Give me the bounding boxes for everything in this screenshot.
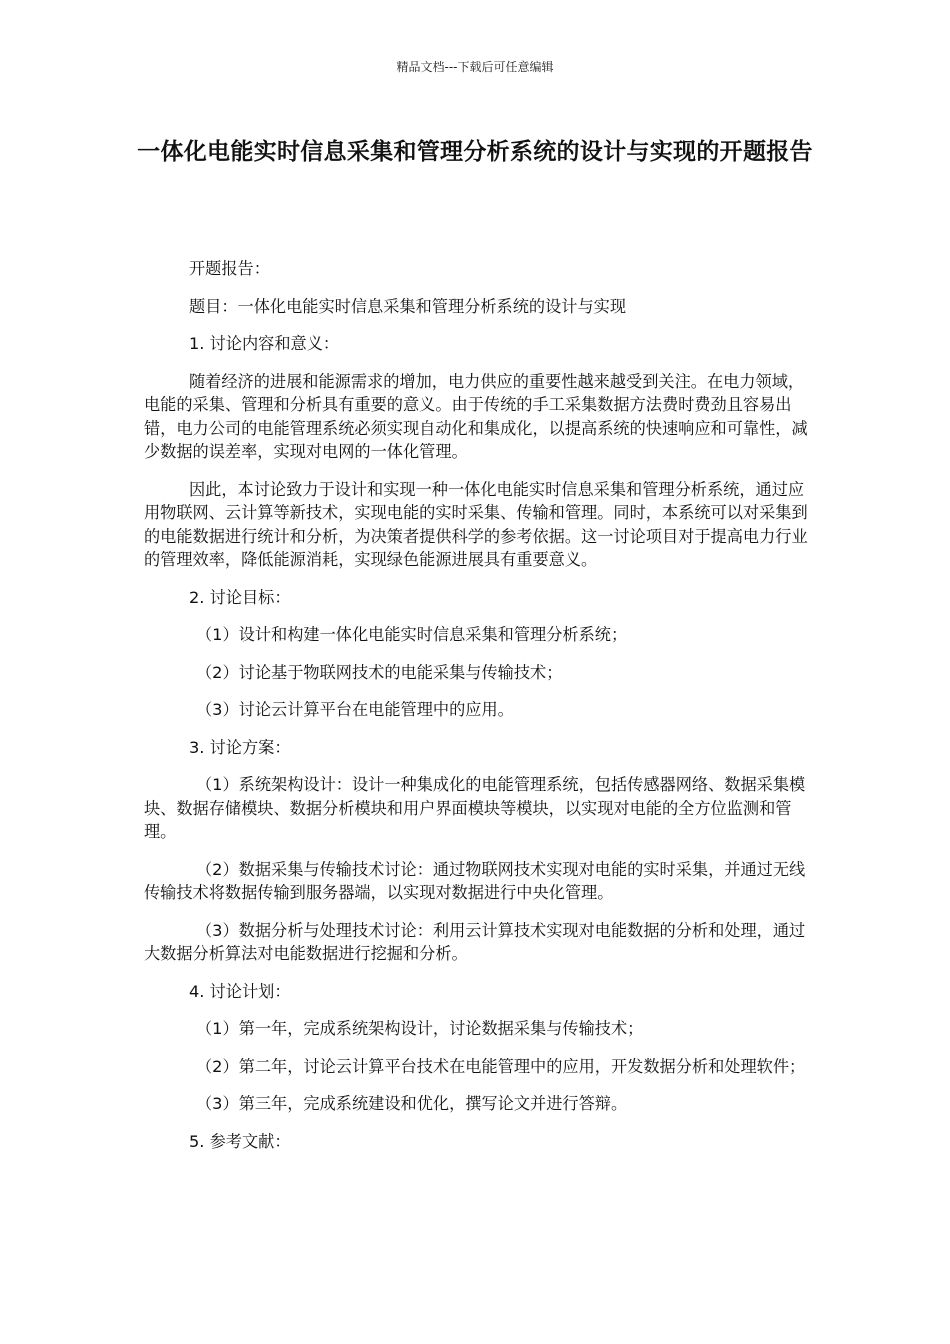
list-item: （2）讨论基于物联网技术的电能采集与传输技术； <box>196 662 563 682</box>
list-item: （1）第一年，完成系统架构设计，讨论数据采集与传输技术； <box>196 1019 644 1038</box>
list-item: （3）第三年，完成系统建设和优化，撰写论文并进行答辩。 <box>196 1094 628 1113</box>
section-heading: 4. 讨论计划： <box>189 981 291 1001</box>
report-subject: 题目：一体化电能实时信息采集和管理分析系统的设计与实现 <box>189 296 627 316</box>
list-item: （1）设计和构建一体化电能实时信息采集和管理分析系统； <box>196 625 628 644</box>
header-note: 精品文档---下载后可任意编辑 <box>396 60 554 74</box>
report-label: 开题报告： <box>189 259 270 278</box>
section-heading: 2. 讨论目标： <box>189 587 291 607</box>
section-heading: 3. 讨论方案： <box>189 737 291 757</box>
paragraph: 因此，本讨论致力于设计和实现一种一体化电能实时信息采集和管理分析系统，通过应用物联网、云计算等新技术，实现电能的实时采集、传输和管理。同时，本系统可以对采集到的电能数据进行统计和分析，为决策者提供科学的参考依据。这一讨论项目对于提高电力行业的管理效率，降低能源消耗，实现绿色能源进展具有重要意义。 <box>144 479 808 569</box>
paragraph: 随着经济的进展和能源需求的增加，电力供应的重要性越来越受到关注。在电力领域，电能的采集、管理和分析具有重要的意义。由于传统的手工采集数据方法费时费劲且容易出错，电力公司的电能管理系统必须实现自动化和集成化，以提高系统的快速响应和可靠性，减少数据的误差率，实现对电网的一体化管理。 <box>144 371 808 461</box>
document-title: 一体化电能实时信息采集和管理分析系统的设计与实现的开题报告 <box>137 139 813 165</box>
list-item: （2）数据采集与传输技术讨论：通过物联网技术实现对电能的实时采集，并通过无线传输技术将数据传输到服务器端，以实现对数据进行中央化管理。 <box>144 859 806 902</box>
document-body <box>144 257 808 1167</box>
list-item: （2）第二年，讨论云计算平台技术在电能管理中的应用，开发数据分析和处理软件； <box>196 1056 806 1076</box>
list-item: （3）数据分析与处理技术讨论：利用云计算技术实现对电能数据的分析和处理，通过大数据分析算法对电能数据进行挖掘和分析。 <box>144 920 806 963</box>
list-item: （3）讨论云计算平台在电能管理中的应用。 <box>196 700 514 719</box>
list-item: （1）系统架构设计：设计一种集成化的电能管理系统，包括传感器网络、数据采集模块、数据存储模块、数据分析模块和用户界面模块等模块，以实现对电能的全方位监测和管理。 <box>144 775 806 841</box>
section-heading: 1. 讨论内容和意义： <box>189 334 340 353</box>
section-heading: 5. 参考文献： <box>189 1131 291 1151</box>
